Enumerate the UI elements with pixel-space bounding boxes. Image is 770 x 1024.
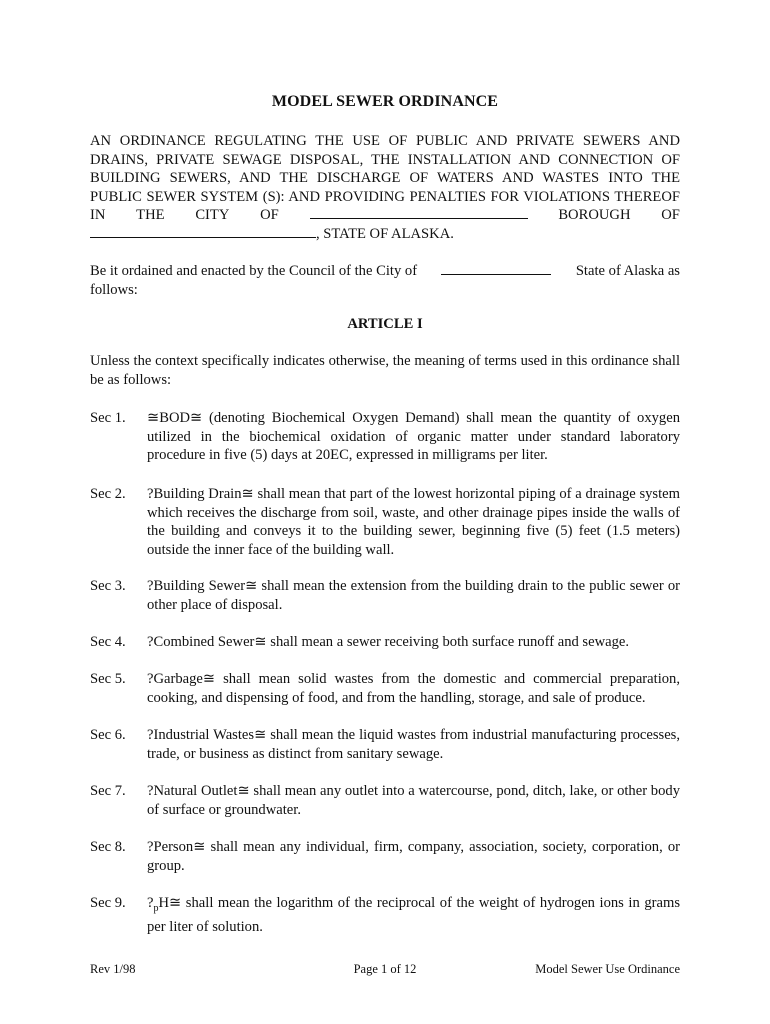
document-title: MODEL SEWER ORDINANCE xyxy=(271,93,499,110)
section-label: Sec 5. xyxy=(90,671,126,687)
section-label: Sec 7. xyxy=(90,783,126,799)
section-9 xyxy=(90,894,680,937)
section-text-subscript: p xyxy=(153,902,159,914)
enactment-suffix: State of Alaska as xyxy=(575,263,680,279)
preamble-word: IN xyxy=(90,207,106,223)
section-label: Sec 1. xyxy=(90,410,126,426)
section-5 xyxy=(90,670,680,707)
section-label: Sec 4. xyxy=(90,634,126,650)
section-text: ?Building Drain≅ shall mean that part of the lowest horizontal piping of a drainage system which receives the discharge from soil, waste, and other drainage pipes inside the walls of the building and conveys it to the building sewer, beginning five (5) feet (1.5 meters) outside the inner face of the building wall. xyxy=(147,486,680,558)
section-text-post: H≅ shall mean the logarithm of the reciprocal of the weight of hydrogen ions in grams per liter of solution. xyxy=(147,895,680,936)
section-text: ?Person≅ shall mean any individual, firm, company, association, society, corporation, or group. xyxy=(147,839,680,874)
section-text: ?Garbage≅ shall mean solid wastes from the domestic and commercial preparation, cooking, and dispensing of food, and from the handling, storage, and sale of produce. xyxy=(147,671,680,706)
enactment-line xyxy=(90,262,680,281)
preamble-line: DRAINS, PRIVATE SEWAGE DISPOSAL, THE INSTALLATION AND CONNECTION OF xyxy=(90,151,680,168)
section-label: Sec 9. xyxy=(90,895,126,911)
section-8 xyxy=(90,838,680,875)
section-2 xyxy=(90,485,680,559)
preamble xyxy=(90,132,680,243)
borough-name-blank[interactable] xyxy=(90,225,316,238)
footer-document-name: Model Sewer Use Ordinance xyxy=(535,962,680,976)
section-6 xyxy=(90,726,680,763)
council-city-blank[interactable] xyxy=(441,262,551,275)
preamble-word: OF xyxy=(260,207,279,223)
section-text: ?Industrial Wastes≅ shall mean the liquid wastes from industrial manufacturing processes, trade, or business as distinct from sanitary sewage. xyxy=(147,727,680,762)
section-text-pre: ? xyxy=(147,895,154,911)
section-3 xyxy=(90,577,680,614)
preamble-word: BOROUGH xyxy=(558,207,631,223)
preamble-line-state xyxy=(90,225,680,244)
section-text: ≅BOD≅ (denoting Biochemical Oxygen Demand) shall mean the quantity of oxygen utilized in the biochemical oxidation of organic matter under standard laboratory procedure in five (5) days at 20EC, expressed in milligrams per liter. xyxy=(147,410,680,463)
section-text: ?Combined Sewer≅ shall mean a sewer receiving both surface runoff and sewage. xyxy=(147,634,630,650)
preamble-line: BUILDING SEWERS, AND THE DISCHARGE OF WATERS AND WASTES INTO THE xyxy=(90,170,680,186)
section-label: Sec 3. xyxy=(90,578,126,594)
preamble-line: PUBLIC SEWER SYSTEM (S): AND PROVIDING PENALTIES FOR VIOLATIONS THEREOF xyxy=(90,188,680,205)
section-label: Sec 2. xyxy=(90,486,126,502)
city-name-blank[interactable] xyxy=(310,206,528,219)
section-1 xyxy=(90,409,680,465)
section-label: Sec 6. xyxy=(90,727,126,743)
enactment-clause xyxy=(90,262,680,299)
section-text xyxy=(147,894,680,937)
section-4 xyxy=(90,633,680,652)
article-heading: ARTICLE I xyxy=(347,316,423,332)
preamble-line-city xyxy=(90,206,680,225)
definitions-intro: Unless the context specifically indicates otherwise, the meaning of terms used in this ordinance shall be as follows: xyxy=(90,353,680,388)
preamble-word: CITY xyxy=(195,207,230,223)
section-label: Sec 8. xyxy=(90,839,126,855)
enactment-line2: follows: xyxy=(90,281,138,298)
enactment-prefix: Be it ordained and enacted by the Council of the City of xyxy=(90,263,418,279)
preamble-word: OF xyxy=(661,207,680,223)
preamble-state: , STATE OF ALASKA. xyxy=(316,225,454,242)
preamble-word: THE xyxy=(136,207,165,223)
section-7 xyxy=(90,782,680,819)
preamble-line: AN ORDINANCE REGULATING THE USE OF PUBLIC AND PRIVATE SEWERS AND xyxy=(90,133,680,149)
section-text: ?Natural Outlet≅ shall mean any outlet into a watercourse, pond, ditch, lake, or other body of surface or groundwater. xyxy=(147,783,680,818)
footer-page-number: Page 1 of 12 xyxy=(353,962,417,976)
section-text: ?Building Sewer≅ shall mean the extension from the building drain to the public sewer or other place of disposal. xyxy=(147,578,680,613)
footer-revision: Rev 1/98 xyxy=(90,962,136,976)
